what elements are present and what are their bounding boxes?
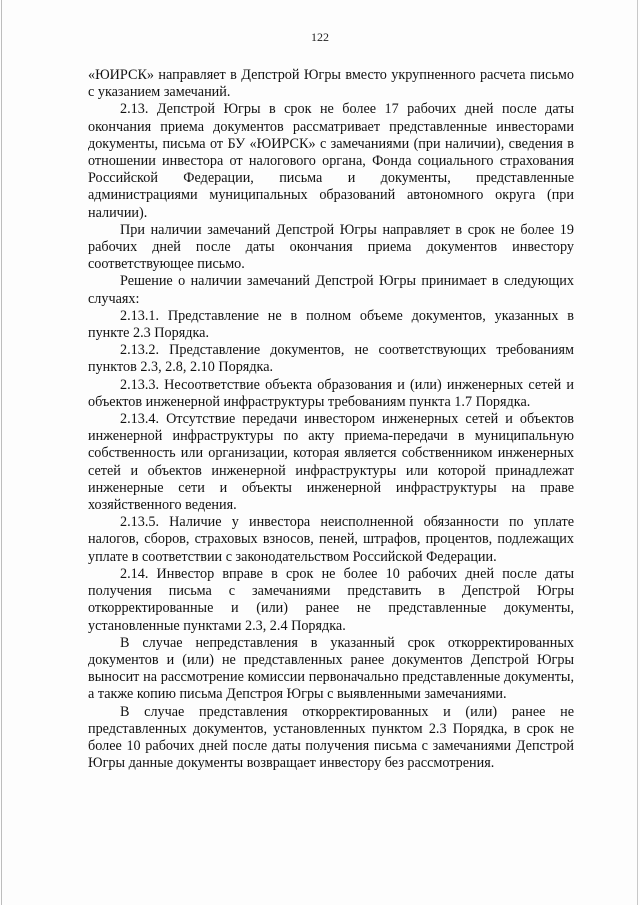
paragraph-2-13-3: 2.13.3. Несоответствие объекта образования и (или) инженерных сетей и объектов инженерной инфраструктуры требованиям пункта 1.7 Порядка. xyxy=(88,376,574,410)
paragraph-continuation: «ЮИРСК» направляет в Депстрой Югры вместо укрупненного расчета письмо с указанием замечаний. xyxy=(88,67,574,101)
page-number: 122 xyxy=(311,30,329,44)
page-right-edge xyxy=(637,0,638,905)
document-body xyxy=(88,67,574,772)
paragraph-2-13-5: 2.13.5. Наличие у инвестора неисполненной обязанности по уплате налогов, сборов, страховых взносов, пеней, штрафов, процентов, подлежащих уплате в соответствии с законодательством Российской Федерации. xyxy=(88,514,574,565)
paragraph-2-13-1: 2.13.1. Представление не в полном объеме документов, указанных в пункте 2.3 Порядка. xyxy=(88,307,574,342)
paragraph-2-14: 2.14. Инвестор вправе в срок не более 10 рабочих дней после даты получения письма с замечаниями представить в Депстрой Югры откорректированные и (или) ранее не представленные документы, установленные пунктами 2.3, 2.4 Порядка. xyxy=(88,565,574,634)
paragraph-remarks-letter: При наличии замечаний Депстрой Югры направляет в срок не более 19 рабочих дней после даты окончания приема документов инвестору соответствующее письмо. xyxy=(88,221,574,273)
paragraph-submission-return: В случае представления откорректированных и (или) ранее не представленных документов, установленных пунктом 2.3 Порядка, в срок не более 10 рабочих дней после даты получения письма с замечаниями Депстрой Югры данные документы возвращает инвестору без рассмотрения. xyxy=(88,703,574,772)
paragraph-2-13-2: 2.13.2. Представление документов, не соответствующих требованиям пунктов 2.3, 2.8, 2.10 Порядка. xyxy=(88,342,574,376)
paragraph-non-submission: В случае непредставления в указанный срок откорректированных документов и (или) не представленных ранее документов Депстрой Югры выносит на рассмотрение комиссии первоначально представленные документы, а также копию письма Депстроя Югры с выявленными замечаниями. xyxy=(88,634,574,703)
page-left-edge xyxy=(1,0,2,905)
paragraph-2-13-4: 2.13.4. Отсутствие передачи инвестором инженерных сетей и объектов инженерной инфраструктуры по акту приема-передачи в муниципальную собственность или организации, которая является собственником инженерных сетей и объектов инженерной инфраструктуры или которой принадлежат инженерные сети и объекты инженерной инфраструктуры на праве хозяйственного ведения. xyxy=(88,411,574,514)
paragraph-2-13: 2.13. Депстрой Югры в срок не более 17 рабочих дней после даты окончания приема документов рассматривает представленные инвесторами документы, письма от БУ «ЮИРСК» с замечаниями (при наличии), сведения в отношении инвестора от налогового органа, Фонда социального страхования Российской Федерации, письма и документы, представленные администрациями муниципальных образований автономного округа (при наличии). xyxy=(88,101,574,221)
paragraph-decision-cases: Решение о наличии замечаний Депстрой Югры принимает в следующих случаях: xyxy=(88,273,574,307)
